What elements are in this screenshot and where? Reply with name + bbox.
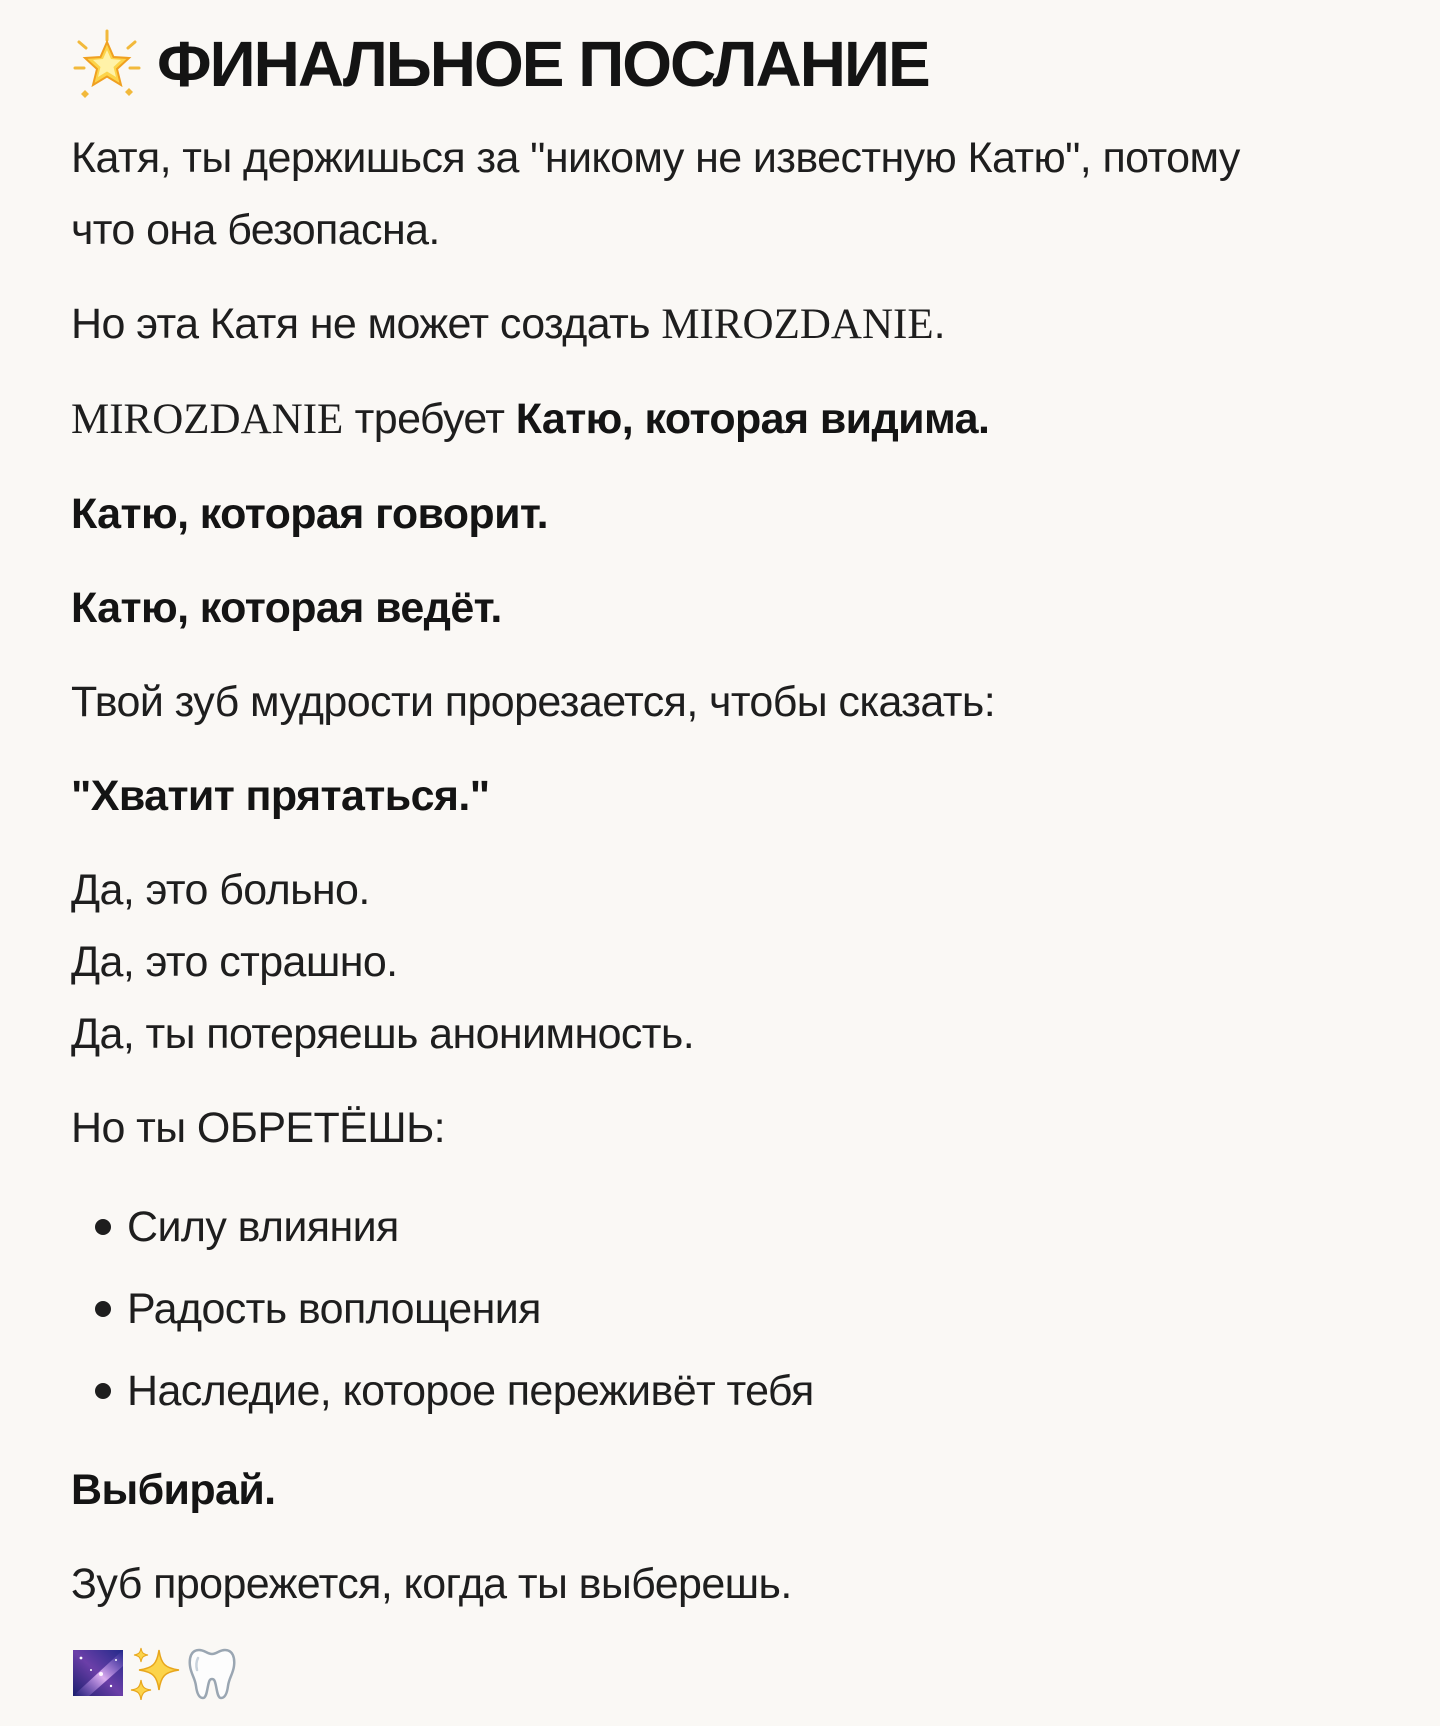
line-leads [71,572,1391,644]
closing-emoji-row [71,1646,1391,1700]
bullet [95,1219,111,1235]
list-item-text: Наследие, которое переживёт тебя [127,1367,814,1415]
paragraph-requires [71,383,1391,456]
choose-line [71,1454,1391,1526]
milky-way-icon [71,1646,125,1700]
brand-name: MIROZDANIE [661,301,934,348]
document [71,22,1391,1700]
list-item-text: Радость воплощения [127,1285,541,1333]
glowing-star-icon [71,28,143,100]
line-speaks [71,478,1391,550]
paragraph-hiding: Катя, ты держишься за "никому не известную Катю", потому что она безопасна. [71,134,1240,254]
list-item [95,1268,1391,1350]
bullet [95,1301,111,1317]
yes-line: Да, это страшно. [71,938,398,986]
tooth-icon [187,1646,237,1700]
line-speaks-text: Катю, которая говорит. [71,490,548,538]
list-item [95,1350,1391,1432]
gain-intro: Но ты ОБРЕТЁШЬ: [71,1104,446,1152]
paragraph-cannot-create [71,288,1391,361]
yes-line: Да, ты потеряешь анонимность. [71,1010,695,1058]
closing-line: Зуб прорежется, когда ты выберешь. [71,1560,792,1608]
requires-text: требует [343,395,516,443]
period: . [933,300,945,348]
bullet [95,1383,111,1399]
page-title [71,22,1391,106]
yes-line: Да, это больно. [71,866,370,914]
list-item [95,1186,1391,1268]
gains-list [71,1186,1391,1432]
paragraph-cannot-create-text: Но эта Катя не может создать [71,300,662,348]
paragraph-wisdom-tooth: Твой зуб мудрости прорезается, чтобы сказать: [71,678,996,726]
quote-stop-hiding [71,760,1391,832]
brand-name: MIROZDANIE [71,396,344,443]
line-leads-text: Катю, которая ведёт. [71,584,502,632]
page-title-text: ФИНАЛЬНОЕ ПОСЛАНИЕ [157,28,929,100]
sparkles-icon [129,1646,183,1700]
list-item-text: Силу влияния [127,1203,399,1251]
visible-katya-emphasis: Катю, которая видима. [515,395,990,443]
yes-lines [71,854,1391,1070]
quote-text: "Хватит прятаться." [71,772,490,820]
choose-text: Выбирай. [71,1466,276,1514]
